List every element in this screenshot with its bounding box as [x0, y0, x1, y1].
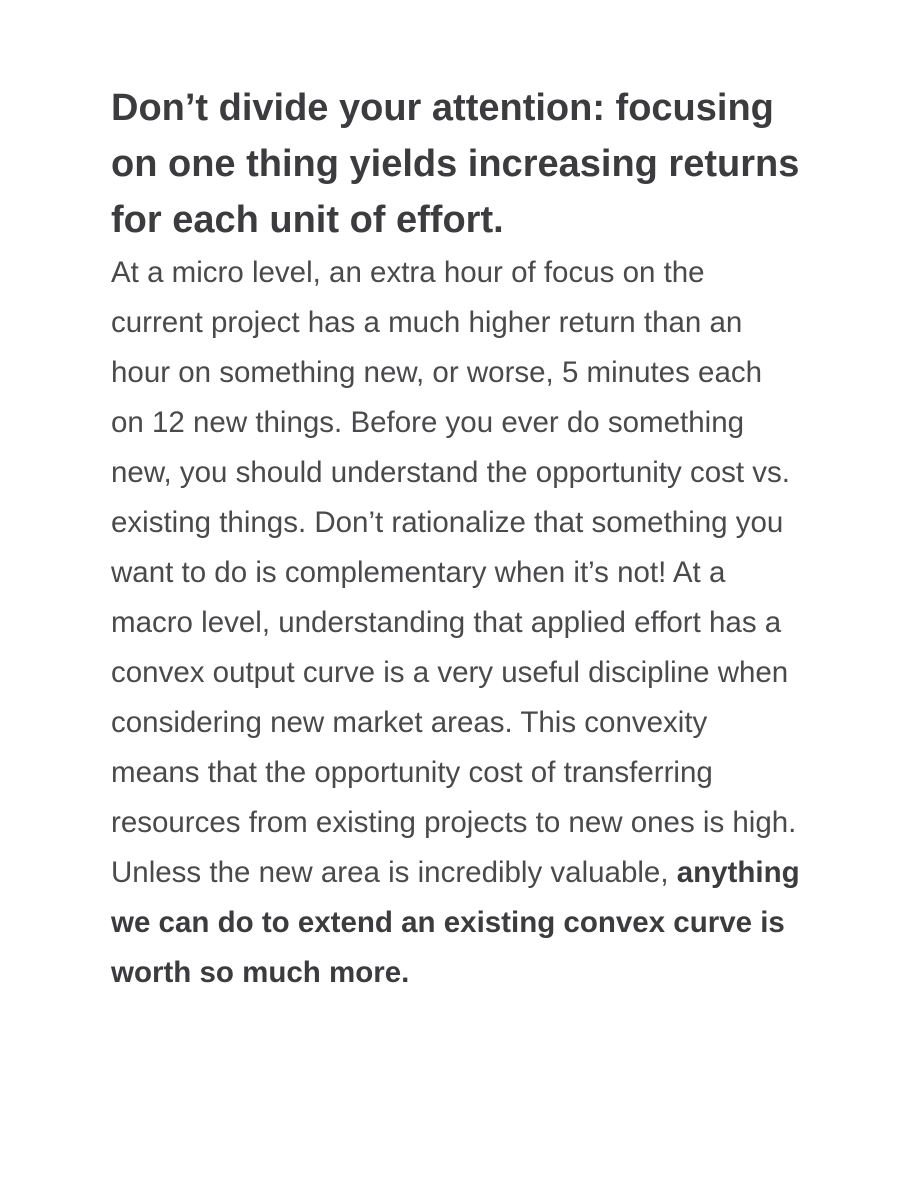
article-heading: Don’t divide your attention: focusing on one thing yields increasing returns for each unit of effort. — [111, 87, 800, 241]
article-body — [111, 248, 801, 998]
article — [111, 80, 801, 998]
body-text: At a micro level, an extra hour of focus on the current project has a much higher return than an hour on something new, or worse, 5 minutes each on 12 new things. Before you ever do something new, you should understand the opportunity cost vs. existing things. Don’t rationalize that something you want to do is complementary when it’s not! At a macro level, understanding that applied effort has a convex output curve is a very useful discipline when considering new market areas. This convexity means that the opportunity cost of transferring resources from existing projects to new ones is high. Unless the new area is incredibly valuable, — [111, 256, 797, 889]
body-emphasis: anything we can do to extend an existing convex curve is worth so much more. — [111, 856, 800, 989]
